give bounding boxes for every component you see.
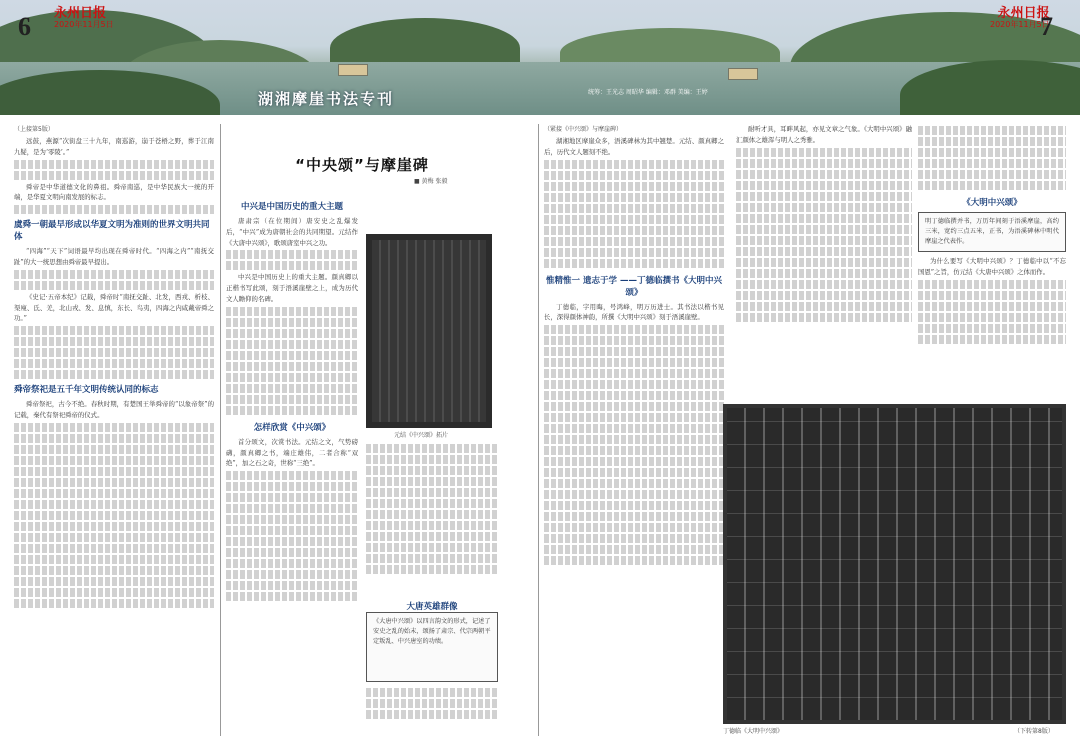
body-text-line: [366, 688, 498, 697]
body-text-line: [366, 510, 498, 519]
body-text-line: [366, 565, 498, 574]
column-3: [366, 442, 498, 592]
body-text-line: [544, 325, 724, 334]
body-text-line: [226, 493, 358, 502]
byline: ■ 黄梅 张毅: [414, 178, 448, 185]
boat-left: [338, 64, 368, 76]
boat-right: [728, 68, 758, 80]
body-text-line: [736, 291, 912, 300]
body-text-line: [226, 384, 358, 393]
body-text-line: [226, 471, 358, 480]
body-text-line: [544, 457, 724, 466]
body-text-line: [918, 280, 1066, 289]
body-text-line: [736, 203, 912, 212]
body-text-line: [14, 500, 214, 509]
body-text-line: [736, 313, 912, 322]
body-text-line: [366, 477, 498, 486]
paragraph: 《史记·五帝本纪》记载，舜帝时“南抚交趾、北发，西戎、析枝、渠廋、氐、羌，北山戎、发、息慎，东长、鸟夷，四海之内咸戴帝舜之功。”: [14, 292, 214, 323]
body-text-line: [544, 490, 724, 499]
body-text-line: [544, 182, 724, 191]
body-text-line: [226, 362, 358, 371]
body-text-line: [736, 280, 912, 289]
column-5: [736, 124, 912, 404]
body-text-line: [226, 395, 358, 404]
paragraph: 湖湘地区摩崖众多，浯溪碑林为其中翘楚。元结、颜真卿之后，历代文人题刻不绝。: [544, 137, 724, 156]
body-text-line: [366, 444, 498, 453]
body-text-line: [14, 522, 214, 531]
body-text-line: [736, 214, 912, 223]
body-text-line: [918, 324, 1066, 333]
paragraph: 丁德临，字用晦，号鸿峰，明万历进士。其书法以楷书见长，深得颜体神韵，所撰《大明中兴颂》刻于浯溪崖壁。: [544, 302, 724, 322]
continued-from-note: （上接第5版）: [14, 126, 54, 133]
body-text-line: [544, 237, 724, 246]
body-text-line: [544, 479, 724, 488]
body-text-line: [736, 159, 912, 168]
body-text-line: [366, 455, 498, 464]
rubbing-image-zhongxing-song: [366, 234, 492, 428]
paragraph: “四海”“天下”词语最早均出现在舜帝时代。“四海之内”“南抚交趾”的大一统思想由舜帝最早提出。: [14, 247, 214, 266]
body-text-line: [544, 468, 724, 477]
section-heading: 怎样欣赏《中兴颂》: [253, 422, 331, 433]
body-text-line: [366, 710, 498, 719]
body-text-line: [544, 347, 724, 356]
body-text-line: [226, 570, 358, 579]
column-3-end: [366, 686, 498, 734]
body-text-line: [918, 181, 1066, 190]
body-text-line: [544, 226, 724, 235]
body-text-line: [918, 170, 1066, 179]
body-text-line: [544, 336, 724, 345]
body-text-line: [544, 380, 724, 389]
body-text-line: [736, 148, 912, 157]
body-text-line: [544, 556, 724, 565]
body-text-line: [14, 599, 214, 608]
body-text-line: [366, 554, 498, 563]
body-text-line: [226, 329, 358, 338]
body-text-line: [14, 588, 214, 597]
body-text-line: [14, 456, 214, 465]
body-text-line: [544, 413, 724, 422]
body-text-line: [226, 482, 358, 491]
body-text-line: [736, 269, 912, 278]
body-text-line: [544, 193, 724, 202]
body-text-line: [366, 488, 498, 497]
image-caption: 元结《中兴颂》拓片: [394, 432, 449, 439]
body-text-line: [14, 337, 214, 346]
editorial-credits: 统筹：王光志 周昭华 编辑：邓群 美编：王婷: [588, 89, 708, 96]
body-text-line: [544, 435, 724, 444]
body-text-line: [544, 512, 724, 521]
body-text-line: [226, 581, 358, 590]
body-text-line: [14, 326, 214, 335]
body-text-line: [14, 467, 214, 476]
summary-text: 《大唐中兴颂》以四言韵文的形式，记述了安史之乱的始末，颂扬了肃宗、代宗两朝平定叛乱、中兴唐室的功绩。: [373, 618, 491, 645]
body-text-line: [226, 261, 358, 270]
body-text-line: [226, 504, 358, 513]
continued-note: （紧接《中兴颂》与摩崖碑）: [544, 126, 623, 133]
body-text-line: [736, 236, 912, 245]
body-text-line: [14, 171, 214, 180]
body-text-line: [14, 533, 214, 542]
body-text-line: [226, 318, 358, 327]
left-masthead: 永州日报 2020年11月5日: [54, 6, 114, 29]
body-text-line: [736, 247, 912, 256]
right-page-number: 7: [1040, 12, 1053, 41]
section-heading: 虞舜一朝最早形成以华夏文明为准则的世界文明共同体: [14, 220, 210, 243]
image-caption: 丁德临《大明中兴颂》: [723, 728, 784, 735]
column-4: [544, 124, 724, 736]
body-text-line: [736, 192, 912, 201]
body-text-line: [544, 391, 724, 400]
section-heading: 大唐英雄群像: [406, 602, 458, 612]
body-text-line: [544, 501, 724, 510]
info-text: 明丁德临撰并书，万历年间刻于浯溪摩崖，高约三米，宽约三点五米，正书，为浯溪碑林中明代摩崖之代表作。: [925, 218, 1059, 245]
body-text-line: [736, 170, 912, 179]
body-text-line: [544, 534, 724, 543]
body-text-line: [544, 160, 724, 169]
body-text-line: [14, 544, 214, 553]
body-text-line: [544, 523, 724, 532]
body-text-line: [544, 424, 724, 433]
body-text-line: [544, 369, 724, 378]
body-text-line: [736, 181, 912, 190]
body-text-line: [544, 171, 724, 180]
body-text-line: [226, 526, 358, 535]
body-text-line: [14, 370, 214, 379]
paragraph: 首分颂文，次赏书法。元结之文，气势磅礴，颜真卿之书，端庄雄伟，二者合称“双绝”，加之石之奇，世称“三绝”。: [226, 437, 358, 468]
body-text-line: [366, 499, 498, 508]
body-text-line: [366, 699, 498, 708]
column-1: [14, 124, 214, 736]
body-text-line: [14, 434, 214, 443]
body-text-line: [918, 313, 1066, 322]
continued-to-note: （下转第8版）: [1014, 728, 1054, 735]
body-text-line: [918, 335, 1066, 344]
column-2: [226, 194, 358, 734]
body-text-line: [226, 592, 358, 601]
left-page-number: 6: [18, 12, 31, 41]
body-text-line: [918, 159, 1066, 168]
body-text-line: [226, 250, 358, 259]
right-masthead: 永州日报 2020年11月5日: [990, 6, 1050, 29]
topic-title: 湖湘摩崖书法专刊: [258, 90, 395, 108]
body-text-line: [918, 126, 1066, 135]
paragraph: 舜帝祭祀，古今不绝。春秋时期，有楚国王举舜帝的“以象帝祭”的记载，秦代有祭祀舜帝的仪式。: [14, 400, 214, 419]
paragraph: 远鼓，燕源“次街盘三十九年，南巡游，崩于苍梧之野，葬于江南九疑，是为‘零陵’。”: [14, 137, 214, 156]
paragraph: 中兴是中国历史上的重大主题。颜真卿以正楷书写此颂，刻于浯溪崖壁之上，成为历代文人瞻仰的名碑。: [226, 273, 358, 303]
body-text-line: [14, 478, 214, 487]
body-text-line: [226, 548, 358, 557]
body-text-line: [14, 160, 214, 169]
body-text-line: [366, 466, 498, 475]
body-text-line: [366, 532, 498, 541]
body-text-line: [226, 537, 358, 546]
body-text-line: [736, 258, 912, 267]
body-text-line: [736, 302, 912, 311]
page-banner: [0, 0, 1080, 115]
body-text-line: [14, 270, 214, 279]
paragraph: 耐听才具，耳畔风起，亦见文章之气象。《大明中兴颂》融汇颜体之雄浑与明人之秀雅。: [736, 125, 912, 144]
body-text-line: [14, 555, 214, 564]
body-text-line: [226, 373, 358, 382]
section-heading: 《大明中兴颂》: [962, 198, 1022, 208]
section-heading: 舜帝祭祀是五千年文明传统认同的标志: [14, 385, 159, 396]
body-text-line: [226, 340, 358, 349]
page-content: [14, 124, 1066, 736]
body-text-line: [918, 291, 1066, 300]
section-heading: 中兴是中国历史的重大主题: [240, 202, 343, 212]
body-text-line: [544, 215, 724, 224]
summary-box: [366, 612, 498, 682]
paragraph: 为什么要写《大明中兴颂》？丁德临中以“不忘国恩”之旨，仿元结《大唐中兴颂》之体而作。: [918, 257, 1066, 276]
body-text-line: [544, 204, 724, 213]
body-text-line: [14, 205, 214, 214]
article-title: “中央颂”与摩崖碑: [295, 156, 429, 174]
body-text-line: [14, 348, 214, 357]
body-text-line: [918, 302, 1066, 311]
body-text-line: [226, 307, 358, 316]
body-text-line: [918, 137, 1066, 146]
body-text-line: [14, 577, 214, 586]
body-text-line: [14, 423, 214, 432]
body-text-line: [226, 515, 358, 524]
body-text-line: [544, 259, 724, 268]
body-text-line: [14, 489, 214, 498]
body-text-line: [14, 445, 214, 454]
body-text-line: [226, 559, 358, 568]
body-text-line: [14, 566, 214, 575]
body-text-line: [14, 281, 214, 290]
body-text-line: [226, 351, 358, 360]
body-text-line: [366, 521, 498, 530]
body-text-line: [736, 225, 912, 234]
body-text-line: [544, 248, 724, 257]
body-text-line: [366, 543, 498, 552]
rubbing-image-daming-zhongxing-song: [723, 404, 1066, 724]
paragraph: 唐肃宗（在位期间）唐安史之乱爆发后，“中兴”成为唐朝社会的共同期望。元结作《大唐中兴颂》，歌颂唐室中兴之功。: [226, 217, 358, 247]
body-text-line: [544, 402, 724, 411]
body-text-line: [14, 359, 214, 368]
info-box: [918, 212, 1066, 252]
body-text-line: [544, 358, 724, 367]
body-text-line: [918, 148, 1066, 157]
body-text-line: [544, 545, 724, 554]
body-text-line: [544, 446, 724, 455]
section-heading: 惟精惟一 遗志于学 ——丁德临撰书《大明中兴颂》: [546, 275, 722, 298]
paragraph: 舜帝是中华道德文化的鼻祖。舜帝南巡，是中华民族大一统的开端，是华夏文明向南发展的标志。: [14, 182, 214, 202]
column-6: [918, 124, 1066, 404]
body-text-line: [226, 406, 358, 415]
body-text-line: [14, 511, 214, 520]
